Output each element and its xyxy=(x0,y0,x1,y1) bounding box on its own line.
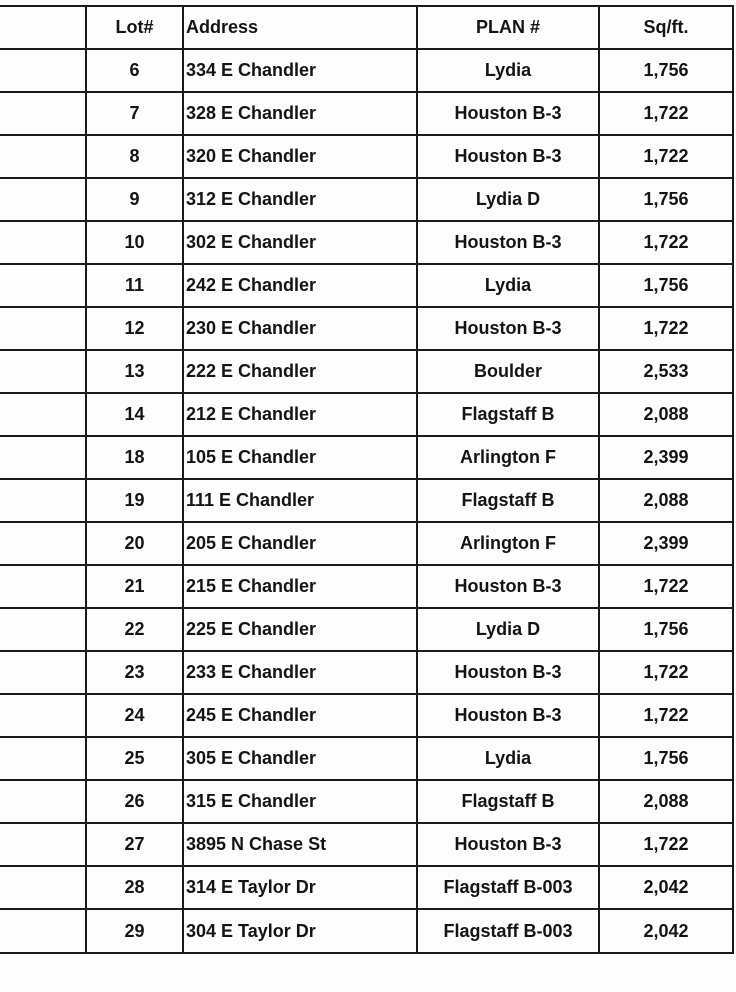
table-row xyxy=(0,780,733,823)
blank-margin-cell xyxy=(0,565,86,608)
lot-cell: 25 xyxy=(86,737,183,780)
blank-margin-cell xyxy=(0,6,86,49)
sqft-cell: 1,722 xyxy=(599,694,733,737)
address-cell: 242 E Chandler xyxy=(183,264,417,307)
address-cell: 334 E Chandler xyxy=(183,49,417,92)
sqft-cell: 1,722 xyxy=(599,307,733,350)
table-row xyxy=(0,651,733,694)
plan-cell: Lydia xyxy=(417,264,599,307)
sqft-cell: 2,533 xyxy=(599,350,733,393)
blank-margin-cell xyxy=(0,436,86,479)
plan-cell: Flagstaff B xyxy=(417,479,599,522)
plan-cell: Boulder xyxy=(417,350,599,393)
address-cell: 305 E Chandler xyxy=(183,737,417,780)
lot-cell: 20 xyxy=(86,522,183,565)
sqft-cell: 2,042 xyxy=(599,909,733,953)
table-row xyxy=(0,350,733,393)
lot-cell: 14 xyxy=(86,393,183,436)
table-row xyxy=(0,522,733,565)
address-cell: 245 E Chandler xyxy=(183,694,417,737)
sqft-cell: 1,722 xyxy=(599,135,733,178)
lot-cell: 28 xyxy=(86,866,183,909)
sqft-cell: 2,399 xyxy=(599,436,733,479)
table-row xyxy=(0,178,733,221)
blank-margin-cell xyxy=(0,393,86,436)
plan-cell: Lydia xyxy=(417,49,599,92)
blank-margin-cell xyxy=(0,264,86,307)
lot-cell: 10 xyxy=(86,221,183,264)
sqft-cell: 2,042 xyxy=(599,866,733,909)
lot-cell: 18 xyxy=(86,436,183,479)
lot-cell: 6 xyxy=(86,49,183,92)
table-row xyxy=(0,264,733,307)
plan-cell: Flagstaff B-003 xyxy=(417,909,599,953)
plan-cell: Houston B-3 xyxy=(417,694,599,737)
header-plan: PLAN # xyxy=(417,6,599,49)
address-cell: 230 E Chandler xyxy=(183,307,417,350)
blank-margin-cell xyxy=(0,178,86,221)
sqft-cell: 1,756 xyxy=(599,608,733,651)
header-row xyxy=(0,6,733,49)
blank-margin-cell xyxy=(0,737,86,780)
plan-cell: Houston B-3 xyxy=(417,221,599,264)
plan-cell: Houston B-3 xyxy=(417,823,599,866)
address-cell: 320 E Chandler xyxy=(183,135,417,178)
sqft-cell: 1,756 xyxy=(599,737,733,780)
blank-margin-cell xyxy=(0,909,86,953)
sqft-cell: 1,722 xyxy=(599,823,733,866)
address-cell: 314 E Taylor Dr xyxy=(183,866,417,909)
header-sqft: Sq/ft. xyxy=(599,6,733,49)
lot-table xyxy=(0,5,734,954)
blank-margin-cell xyxy=(0,608,86,651)
sqft-cell: 1,722 xyxy=(599,651,733,694)
address-cell: 111 E Chandler xyxy=(183,479,417,522)
sqft-cell: 2,088 xyxy=(599,393,733,436)
header-address: Address xyxy=(183,6,417,49)
table-row xyxy=(0,221,733,264)
table-row xyxy=(0,135,733,178)
plan-cell: Flagstaff B xyxy=(417,780,599,823)
table-row xyxy=(0,49,733,92)
blank-margin-cell xyxy=(0,866,86,909)
plan-cell: Lydia xyxy=(417,737,599,780)
sqft-cell: 2,088 xyxy=(599,780,733,823)
table-row xyxy=(0,436,733,479)
address-cell: 312 E Chandler xyxy=(183,178,417,221)
address-cell: 225 E Chandler xyxy=(183,608,417,651)
lot-cell: 19 xyxy=(86,479,183,522)
lot-cell: 29 xyxy=(86,909,183,953)
blank-margin-cell xyxy=(0,780,86,823)
address-cell: 105 E Chandler xyxy=(183,436,417,479)
lot-cell: 12 xyxy=(86,307,183,350)
lot-cell: 13 xyxy=(86,350,183,393)
sqft-cell: 1,722 xyxy=(599,565,733,608)
table-row xyxy=(0,823,733,866)
lot-cell: 22 xyxy=(86,608,183,651)
sqft-cell: 1,756 xyxy=(599,264,733,307)
table-row xyxy=(0,694,733,737)
lot-cell: 8 xyxy=(86,135,183,178)
blank-margin-cell xyxy=(0,651,86,694)
lot-cell: 21 xyxy=(86,565,183,608)
table-row xyxy=(0,565,733,608)
lot-cell: 7 xyxy=(86,92,183,135)
address-cell: 315 E Chandler xyxy=(183,780,417,823)
blank-margin-cell xyxy=(0,307,86,350)
plan-cell: Houston B-3 xyxy=(417,92,599,135)
plan-cell: Arlington F xyxy=(417,522,599,565)
table-row xyxy=(0,737,733,780)
blank-margin-cell xyxy=(0,221,86,264)
address-cell: 222 E Chandler xyxy=(183,350,417,393)
table-row xyxy=(0,608,733,651)
sqft-cell: 1,756 xyxy=(599,178,733,221)
plan-cell: Lydia D xyxy=(417,608,599,651)
blank-margin-cell xyxy=(0,135,86,178)
sqft-cell: 1,722 xyxy=(599,221,733,264)
lot-cell: 9 xyxy=(86,178,183,221)
lot-cell: 24 xyxy=(86,694,183,737)
table-row xyxy=(0,307,733,350)
lot-cell: 26 xyxy=(86,780,183,823)
sqft-cell: 2,399 xyxy=(599,522,733,565)
lot-cell: 23 xyxy=(86,651,183,694)
lot-cell: 27 xyxy=(86,823,183,866)
table-row xyxy=(0,393,733,436)
blank-margin-cell xyxy=(0,92,86,135)
plan-cell: Houston B-3 xyxy=(417,565,599,608)
header-lot: Lot# xyxy=(86,6,183,49)
lot-cell: 11 xyxy=(86,264,183,307)
plan-cell: Houston B-3 xyxy=(417,651,599,694)
sqft-cell: 1,722 xyxy=(599,92,733,135)
blank-margin-cell xyxy=(0,522,86,565)
address-cell: 3895 N Chase St xyxy=(183,823,417,866)
plan-cell: Arlington F xyxy=(417,436,599,479)
blank-margin-cell xyxy=(0,350,86,393)
plan-cell: Flagstaff B-003 xyxy=(417,866,599,909)
address-cell: 304 E Taylor Dr xyxy=(183,909,417,953)
plan-cell: Flagstaff B xyxy=(417,393,599,436)
table-row xyxy=(0,479,733,522)
blank-margin-cell xyxy=(0,479,86,522)
table-body xyxy=(0,49,733,953)
table-row xyxy=(0,909,733,953)
sqft-cell: 1,756 xyxy=(599,49,733,92)
address-cell: 212 E Chandler xyxy=(183,393,417,436)
table-row xyxy=(0,92,733,135)
plan-cell: Lydia D xyxy=(417,178,599,221)
table-row xyxy=(0,866,733,909)
address-cell: 233 E Chandler xyxy=(183,651,417,694)
sqft-cell: 2,088 xyxy=(599,479,733,522)
plan-cell: Houston B-3 xyxy=(417,135,599,178)
address-cell: 205 E Chandler xyxy=(183,522,417,565)
blank-margin-cell xyxy=(0,694,86,737)
blank-margin-cell xyxy=(0,823,86,866)
address-cell: 328 E Chandler xyxy=(183,92,417,135)
address-cell: 302 E Chandler xyxy=(183,221,417,264)
plan-cell: Houston B-3 xyxy=(417,307,599,350)
address-cell: 215 E Chandler xyxy=(183,565,417,608)
blank-margin-cell xyxy=(0,49,86,92)
